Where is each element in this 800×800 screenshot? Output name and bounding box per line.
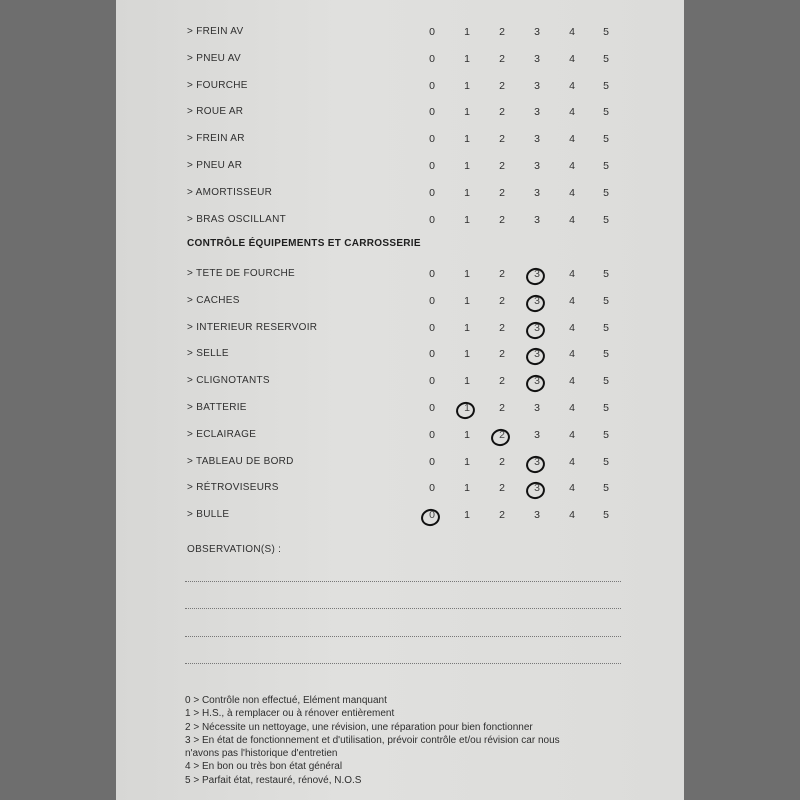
item-label: > BULLE — [187, 509, 230, 521]
rating-option[interactable]: 1 — [464, 455, 470, 468]
checklist-row — [116, 103, 684, 123]
rating-option[interactable]: 3 — [527, 348, 547, 360]
rating-option[interactable]: 3 — [534, 52, 540, 65]
rating-option[interactable]: 2 — [499, 133, 505, 146]
rating-option[interactable]: 3 — [534, 26, 540, 38]
checklist-row — [116, 50, 684, 70]
rating-option[interactable]: 5 — [603, 133, 609, 146]
item-label: > RÉTROVISEURS — [187, 482, 279, 494]
item-label: > FOURCHE — [187, 79, 248, 91]
rating-option[interactable]: 2 — [499, 79, 505, 92]
rating-option[interactable]: 0 — [429, 186, 435, 199]
handwritten-circle-mark — [489, 427, 512, 448]
rating-option[interactable]: 4 — [569, 106, 575, 119]
rating-option[interactable]: 1 — [464, 186, 470, 199]
rating-option[interactable]: 2 — [499, 482, 505, 495]
rating-option[interactable]: 4 — [569, 402, 575, 414]
rating-option[interactable]: 4 — [569, 213, 575, 226]
item-label: > PNEU AV — [187, 52, 241, 64]
observation-line[interactable] — [185, 636, 621, 637]
rating-option[interactable]: 3 — [534, 133, 540, 146]
legend-line: 5 > Parfait état, restauré, rénové, N.O.S — [185, 774, 362, 786]
rating-option[interactable]: 5 — [603, 482, 609, 495]
handwritten-circle-mark — [524, 453, 547, 474]
rating-option[interactable]: 5 — [603, 79, 609, 92]
rating-option[interactable]: 4 — [569, 428, 575, 441]
rating-option[interactable]: 0 — [429, 402, 435, 414]
item-label: > AMORTISSEUR — [187, 186, 273, 198]
legend-line: 0 > Contrôle non effectué, Elément manquant — [185, 695, 387, 706]
rating-option[interactable]: 1 — [464, 509, 470, 522]
rating-option[interactable]: 5 — [603, 160, 609, 172]
rating-option[interactable]: 3 — [534, 428, 540, 441]
rating-option[interactable]: 4 — [569, 133, 575, 146]
handwritten-circle-mark — [524, 346, 547, 367]
rating-option[interactable]: 4 — [569, 375, 575, 388]
rating-option[interactable]: 0 — [429, 455, 435, 468]
rating-option[interactable]: 3 — [527, 456, 547, 468]
rating-option[interactable]: 3 — [534, 213, 540, 226]
rating-option[interactable]: 3 — [527, 268, 547, 280]
item-label: > CLIGNOTANTS — [187, 375, 270, 387]
rating-option[interactable]: 4 — [569, 482, 575, 495]
legend-line: 1 > H.S., à remplacer ou à rénover entièrement — [185, 708, 395, 720]
item-label: > TABLEAU DE BORD — [187, 455, 294, 467]
rating-option[interactable]: 1 — [464, 482, 470, 495]
rating-option[interactable]: 4 — [569, 52, 575, 65]
rating-option[interactable]: 5 — [603, 268, 609, 280]
rating-option[interactable]: 4 — [569, 186, 575, 199]
rating-option[interactable]: 0 — [429, 348, 435, 361]
rating-option[interactable]: 1 — [464, 428, 470, 441]
rating-option[interactable]: 0 — [429, 26, 435, 38]
rating-option[interactable]: 4 — [569, 321, 575, 334]
rating-option[interactable]: 1 — [464, 268, 470, 280]
rating-option[interactable]: 2 — [499, 321, 505, 334]
checklist-row — [116, 23, 684, 43]
rating-option[interactable]: 1 — [464, 52, 470, 65]
rating-option[interactable]: 1 — [464, 294, 470, 307]
item-label: > FREIN AR — [187, 133, 245, 145]
rating-option[interactable]: 2 — [499, 375, 505, 388]
rating-option[interactable]: 0 — [429, 428, 435, 441]
rating-option[interactable]: 4 — [569, 268, 575, 280]
rating-option[interactable]: 2 — [499, 52, 505, 65]
item-label: > BATTERIE — [187, 402, 247, 413]
rating-option[interactable]: 1 — [464, 213, 470, 226]
rating-option[interactable]: 3 — [534, 509, 540, 522]
rating-option[interactable]: 1 — [457, 402, 477, 414]
observation-line[interactable] — [185, 608, 621, 609]
rating-option[interactable]: 0 — [429, 294, 435, 307]
checklist-row — [116, 506, 684, 526]
checklist-row — [116, 426, 684, 446]
handwritten-circle-mark — [524, 266, 547, 287]
rating-option[interactable]: 3 — [534, 79, 540, 92]
checklist-row — [116, 77, 684, 97]
rating-option[interactable]: 0 — [429, 160, 435, 172]
rating-option[interactable]: 4 — [569, 79, 575, 92]
handwritten-circle-mark — [524, 293, 547, 314]
rating-option[interactable]: 5 — [603, 294, 609, 307]
rating-option[interactable]: 0 — [429, 321, 435, 334]
rating-option[interactable]: 5 — [603, 213, 609, 226]
rating-option[interactable]: 0 — [429, 79, 435, 92]
rating-legend — [185, 694, 655, 787]
handwritten-circle-mark — [524, 319, 547, 340]
rating-option[interactable]: 2 — [499, 455, 505, 468]
checklist-row — [116, 319, 684, 339]
rating-option[interactable]: 0 — [429, 213, 435, 226]
checklist-row — [116, 130, 684, 150]
rating-option[interactable]: 5 — [603, 321, 609, 334]
rating-option[interactable]: 3 — [534, 402, 540, 414]
rating-option[interactable]: 5 — [603, 402, 609, 414]
inspection-form-page — [116, 0, 684, 800]
observation-line[interactable] — [185, 663, 621, 664]
rating-option[interactable]: 1 — [464, 26, 470, 38]
rating-option[interactable]: 1 — [464, 160, 470, 172]
rating-option[interactable]: 3 — [534, 186, 540, 199]
handwritten-circle-mark — [524, 480, 547, 501]
checklist-row — [116, 372, 684, 392]
item-label: > SELLE — [187, 348, 229, 360]
rating-option[interactable]: 3 — [527, 482, 547, 494]
legend-line: n'avons pas l'historique d'entretien — [185, 748, 338, 760]
rating-option[interactable]: 2 — [499, 26, 505, 38]
rating-option[interactable]: 4 — [569, 455, 575, 468]
legend-line: 3 > En état de fonctionnement et d'utilisation, prévoir contrôle et/ou révision car nous — [185, 734, 560, 746]
rating-option[interactable]: 5 — [603, 26, 609, 38]
rating-option[interactable]: 4 — [569, 294, 575, 307]
item-label: > BRAS OSCILLANT — [187, 213, 286, 225]
rating-option[interactable]: 1 — [464, 348, 470, 361]
rating-option[interactable]: 5 — [603, 106, 609, 119]
observation-line[interactable] — [185, 581, 621, 582]
checklist-row — [116, 292, 684, 312]
rating-option[interactable]: 2 — [499, 268, 505, 280]
rating-option[interactable]: 0 — [429, 133, 435, 146]
rating-option[interactable]: 5 — [603, 186, 609, 199]
rating-option[interactable]: 2 — [499, 509, 505, 522]
rating-option[interactable]: 5 — [603, 348, 609, 361]
rating-option[interactable]: 0 — [429, 482, 435, 495]
section-title: CONTRÔLE ÉQUIPEMENTS ET CARROSSERIE — [187, 238, 421, 249]
rating-option[interactable]: 3 — [527, 295, 547, 307]
rating-option[interactable]: 0 — [429, 106, 435, 119]
handwritten-circle-mark — [419, 507, 442, 528]
checklist-row — [116, 453, 684, 473]
checklist-row — [116, 211, 684, 231]
rating-option[interactable]: 0 — [429, 268, 435, 280]
rating-option[interactable]: 5 — [603, 375, 609, 388]
legend-line: 2 > Nécessite un nettoyage, une révision, une réparation pour bien fonctionner — [185, 721, 533, 733]
rating-option[interactable]: 2 — [499, 106, 505, 119]
rating-option[interactable]: 2 — [499, 160, 505, 172]
checklist-row — [116, 184, 684, 204]
rating-option[interactable]: 3 — [534, 160, 540, 172]
rating-option[interactable]: 0 — [422, 509, 442, 521]
rating-option[interactable]: 5 — [603, 428, 609, 441]
rating-option[interactable]: 2 — [499, 186, 505, 199]
rating-option[interactable]: 1 — [464, 375, 470, 388]
rating-option[interactable]: 0 — [429, 52, 435, 65]
checklist-row — [116, 265, 684, 285]
rating-option[interactable]: 2 — [492, 429, 512, 441]
rating-option[interactable]: 2 — [499, 402, 505, 414]
item-label: > ECLAIRAGE — [187, 428, 257, 440]
rating-option[interactable]: 4 — [569, 348, 575, 361]
checklist-row — [116, 157, 684, 177]
rating-option[interactable]: 5 — [603, 52, 609, 65]
handwritten-circle-mark — [454, 400, 477, 421]
handwritten-circle-mark — [524, 373, 547, 394]
rating-option[interactable]: 5 — [603, 455, 609, 468]
rating-option[interactable]: 4 — [569, 26, 575, 38]
rating-option[interactable]: 2 — [499, 294, 505, 307]
rating-option[interactable]: 3 — [527, 322, 547, 334]
legend-line: 4 > En bon ou très bon état général — [185, 761, 343, 773]
rating-option[interactable]: 2 — [499, 348, 505, 361]
checklist-row — [116, 345, 684, 365]
item-label: > PNEU AR — [187, 160, 243, 171]
rating-option[interactable]: 2 — [499, 213, 505, 226]
rating-option[interactable]: 0 — [429, 375, 435, 388]
item-label: > CACHES — [187, 294, 240, 306]
rating-option[interactable]: 1 — [464, 321, 470, 334]
item-label: > ROUE AR — [187, 106, 244, 118]
observations-label: OBSERVATION(S) : — [187, 544, 282, 555]
rating-option[interactable]: 1 — [464, 79, 470, 92]
rating-option[interactable]: 3 — [534, 106, 540, 119]
rating-option[interactable]: 4 — [569, 509, 575, 522]
checklist-row — [116, 479, 684, 499]
checklist-row — [116, 399, 684, 419]
rating-option[interactable]: 4 — [569, 160, 575, 172]
item-label: > INTERIEUR RESERVOIR — [187, 321, 318, 333]
rating-option[interactable]: 3 — [527, 375, 547, 387]
rating-option[interactable]: 1 — [464, 106, 470, 119]
item-label: > FREIN AV — [187, 26, 244, 37]
rating-option[interactable]: 5 — [603, 509, 609, 522]
item-label: > TETE DE FOURCHE — [187, 268, 295, 279]
rating-option[interactable]: 1 — [464, 133, 470, 146]
